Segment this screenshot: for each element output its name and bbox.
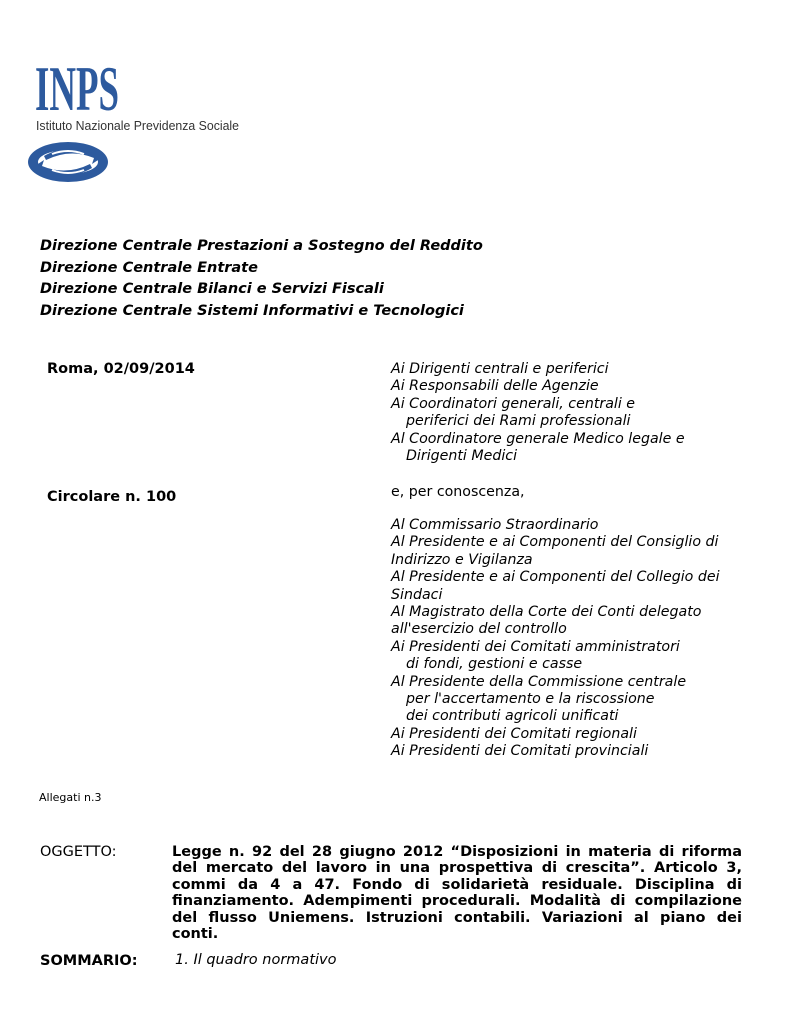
recipient-line: Dirigenti Medici [406, 448, 518, 465]
per-conoscenza: e, per conoscenza, [391, 484, 525, 500]
recipient-line: Al Presidente e ai Componenti del Collegio dei [391, 569, 720, 586]
recipients-primary [391, 361, 736, 465]
recipients-secondary [391, 517, 736, 761]
recipient-line: periferici dei Rami professionali [406, 413, 631, 430]
recipient-line: Ai Presidenti dei Comitati amministratori [391, 638, 680, 655]
directorate-1: Direzione Centrale Prestazioni a Sostegno del Reddito [40, 238, 483, 254]
recipient-line: Al Presidente e ai Componenti del Consiglio di [391, 534, 719, 551]
recipient-line: Sindaci [391, 586, 443, 603]
place-date: Roma, 02/09/2014 [47, 361, 195, 377]
inps-logo [24, 44, 254, 194]
recipient-line: Al Magistrato della Corte dei Conti delegato [391, 604, 702, 621]
recipient-line: Ai Responsabili delle Agenzie [391, 378, 599, 395]
recipient-line: Ai Coordinatori generali, centrali e [391, 395, 636, 412]
allegati: Allegati n.3 [39, 791, 102, 804]
sommario-first-item: 1. Il quadro normativo [175, 952, 337, 968]
circolare-number: Circolare n. 100 [47, 489, 177, 505]
recipient-line: Ai Presidenti dei Comitati regionali [391, 725, 637, 742]
logo-wordmark: INPS [35, 53, 119, 124]
sommario-label: SOMMARIO: [40, 953, 138, 969]
recipient-line: di fondi, gestioni e casse [406, 656, 583, 673]
directorate-3: Direzione Centrale Bilanci e Servizi Fiscali [40, 281, 384, 297]
recipient-line: Ai Presidenti dei Comitati provinciali [391, 743, 649, 760]
recipient-line: Al Presidente della Commissione centrale [391, 673, 687, 690]
recipient-line: Indirizzo e Vigilanza [391, 551, 533, 568]
recipient-line: all'esercizio del controllo [391, 621, 567, 638]
oggetto-text: Legge n. 92 del 28 giugno 2012 “Disposizioni in materia di riforma del mercato del lavoro in una prospettiva di crescita”. Articolo 3, commi da 4 a 47. Fondo di solidarietà residuale. Disciplina di finanziamento. Adempimenti procedurali. Modalità di compilazione del flusso Uniemens. Istruzioni contabili. Variazioni al piano dei conti. [172, 844, 742, 943]
recipient-line: dei contributi agricoli unificati [406, 708, 619, 725]
recipient-line: Al Commissario Straordinario [391, 517, 599, 533]
logo-subtitle: Istituto Nazionale Previdenza Sociale [36, 119, 240, 133]
recipient-line: Ai Dirigenti centrali e periferici [391, 361, 609, 377]
directorate-4: Direzione Centrale Sistemi Informativi e Tecnologici [40, 303, 464, 319]
directorate-2: Direzione Centrale Entrate [40, 260, 258, 276]
circular-arrows-icon [28, 142, 108, 182]
recipient-line: Al Coordinatore generale Medico legale e [391, 430, 685, 447]
oggetto-label: OGGETTO: [40, 844, 117, 860]
recipient-line: per l'accertamento e la riscossione [406, 691, 655, 708]
